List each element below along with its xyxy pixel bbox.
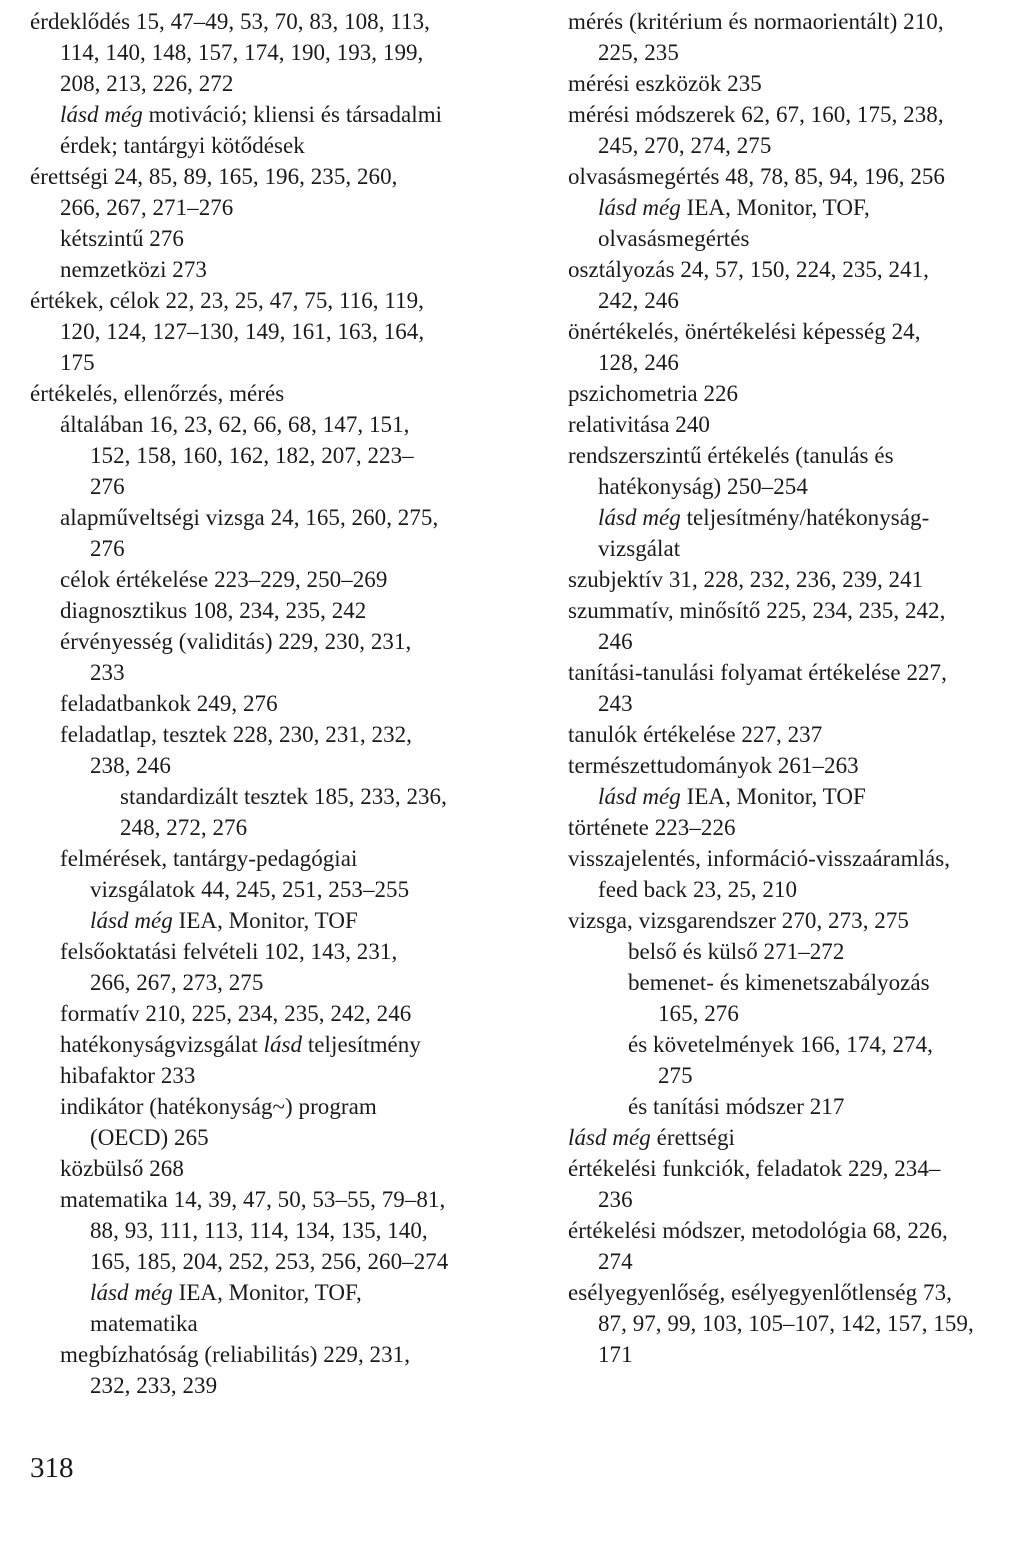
index-text: 225, 235 <box>598 40 679 65</box>
index-entry <box>30 781 510 843</box>
index-text: feladatbankok 249, 276 <box>60 691 278 716</box>
index-entry-continuation <box>60 130 510 161</box>
index-text: IEA, Monitor, TOF, <box>680 195 870 220</box>
index-entry-heading <box>60 1184 510 1215</box>
index-entry <box>30 936 510 998</box>
index-entry <box>568 440 1008 564</box>
index-entry-heading <box>568 657 1008 688</box>
index-text: felmérések, tantárgy-pedagógiai <box>60 846 358 871</box>
index-text: alapműveltségi vizsga 24, 165, 260, 275, <box>60 505 439 530</box>
index-text: tanulók értékelése 227, 237 <box>568 722 823 747</box>
index-entry-continuation <box>30 68 510 99</box>
index-text: vizsgálat <box>598 536 681 561</box>
index-entry-continuation <box>568 626 1008 657</box>
see-also-label: lásd még <box>60 102 143 127</box>
index-text: relativitása 240 <box>568 412 710 437</box>
index-text: érvényesség (validitás) 229, 230, 231, <box>60 629 412 654</box>
index-entry <box>568 1029 1008 1091</box>
index-entry-continuation <box>568 130 1008 161</box>
index-entry <box>568 378 1008 409</box>
index-entry-heading <box>568 99 1008 130</box>
index-text: érettségi 24, 85, 89, 165, 196, 235, 260, <box>30 164 398 189</box>
index-text: története 223–226 <box>568 815 736 840</box>
index-entry <box>30 843 510 936</box>
index-text: olvasásmegértés <box>598 226 750 251</box>
see-also-label: lásd még <box>90 1280 173 1305</box>
index-text: 165, 276 <box>658 1001 739 1026</box>
index-entry <box>568 564 1008 595</box>
index-text: 208, 213, 226, 272 <box>60 71 234 96</box>
index-entry <box>568 595 1008 657</box>
index-entry-heading <box>568 564 1008 595</box>
index-entry-continuation <box>60 1122 510 1153</box>
index-text: értékelési módszer, metodológia 68, 226, <box>568 1218 948 1243</box>
index-entry-continuation <box>60 874 510 905</box>
index-text: 165, 185, 204, 252, 253, 256, 260–274 <box>90 1249 449 1274</box>
index-text: 275 <box>658 1063 693 1088</box>
index-text: feladatlap, tesztek 228, 230, 231, 232, <box>60 722 412 747</box>
index-entry-heading <box>30 285 510 316</box>
index-entry-heading <box>568 1153 1008 1184</box>
index-entry <box>30 99 510 161</box>
index-text: nemzetközi 273 <box>60 257 207 282</box>
index-entry-heading <box>628 1029 1008 1060</box>
index-entry-heading <box>568 812 1008 843</box>
index-text: (OECD) 265 <box>90 1125 209 1150</box>
index-text: IEA, Monitor, TOF <box>680 784 866 809</box>
index-text: hibafaktor 233 <box>60 1063 196 1088</box>
index-text: mérési módszerek 62, 67, 160, 175, 238, <box>568 102 944 127</box>
index-entry-continuation <box>60 471 510 502</box>
index-entry-continuation <box>628 1060 1008 1091</box>
index-entry-heading <box>30 378 510 409</box>
index-text: érdeklődés 15, 47–49, 53, 70, 83, 108, 113, <box>30 9 430 34</box>
index-text: formatív 210, 225, 234, 235, 242, 246 <box>60 1001 412 1026</box>
index-entry <box>568 936 1008 967</box>
index-entry <box>568 99 1008 161</box>
index-entry <box>568 68 1008 99</box>
index-text: vizsga, vizsgarendszer 270, 273, 275 <box>568 908 909 933</box>
index-column-right <box>568 6 1008 1370</box>
index-entry-heading <box>60 626 510 657</box>
index-entry <box>30 254 510 285</box>
index-entry-continuation <box>30 316 510 347</box>
index-entry <box>30 1153 510 1184</box>
index-text: 232, 233, 239 <box>90 1373 218 1398</box>
index-entry-heading <box>628 1091 1008 1122</box>
index-entry <box>30 564 510 595</box>
index-entry-continuation <box>568 688 1008 719</box>
index-text: 276 <box>90 536 125 561</box>
index-entry <box>568 843 1008 905</box>
index-entry-heading <box>60 1091 510 1122</box>
index-entry <box>568 1091 1008 1122</box>
index-text: standardizált tesztek 185, 233, 236, <box>120 784 447 809</box>
index-entry-heading <box>568 1122 1008 1153</box>
index-entry-heading <box>60 1060 510 1091</box>
index-text: hatékonyság) 250–254 <box>598 474 808 499</box>
index-text: bemenet- és kimenetszabályozás <box>628 970 930 995</box>
index-text: felsőoktatási felvételi 102, 143, 231, <box>60 939 398 964</box>
index-text: 245, 270, 274, 275 <box>598 133 772 158</box>
index-text: 175 <box>60 350 95 375</box>
index-text: szummatív, minősítő 225, 234, 235, 242, <box>568 598 946 623</box>
index-entry <box>568 1153 1008 1215</box>
index-entry-heading <box>60 223 510 254</box>
index-text: teljesítmény <box>302 1032 421 1057</box>
index-text: visszajelentés, információ-visszaáramlás, <box>568 846 951 871</box>
index-entry-continuation <box>60 905 510 936</box>
index-entry-heading <box>568 440 1008 471</box>
index-text: 233 <box>90 660 125 685</box>
index-entry <box>568 6 1008 68</box>
index-text: 114, 140, 148, 157, 174, 190, 193, 199, <box>60 40 424 65</box>
index-entry-heading <box>60 843 510 874</box>
index-entry-heading <box>568 905 1008 936</box>
index-entry <box>30 688 510 719</box>
index-text: 88, 93, 111, 113, 114, 134, 135, 140, <box>90 1218 428 1243</box>
index-text: esélyegyenlőség, esélyegyenlőtlenség 73, <box>568 1280 952 1305</box>
index-entry-heading <box>60 998 510 1029</box>
index-text: mérési eszközök 235 <box>568 71 762 96</box>
index-text: mérés (kritérium és normaorientált) 210, <box>568 9 944 34</box>
index-entry <box>30 1060 510 1091</box>
index-text: 236 <box>598 1187 633 1212</box>
index-text: értékelés, ellenőrzés, mérés <box>30 381 285 406</box>
index-text: 266, 267, 271–276 <box>60 195 234 220</box>
index-entry <box>30 378 510 409</box>
index-entry-heading <box>568 719 1008 750</box>
index-text: természettudományok 261–263 <box>568 753 859 778</box>
index-entry-continuation <box>60 1370 510 1401</box>
index-entry-heading <box>568 843 1008 874</box>
index-entry-continuation <box>568 223 1008 254</box>
index-entry-continuation <box>30 192 510 223</box>
index-text: motiváció; kliensi és társadalmi <box>142 102 443 127</box>
index-entry-continuation <box>60 1277 510 1308</box>
index-entry-continuation <box>568 874 1008 905</box>
index-entry-continuation <box>568 1246 1008 1277</box>
index-text: érettségi <box>650 1125 735 1150</box>
index-entry <box>30 161 510 223</box>
index-entry-heading <box>628 967 1008 998</box>
index-entry <box>568 812 1008 843</box>
index-text: 238, 246 <box>90 753 171 778</box>
index-text: rendszerszintű értékelés (tanulás és <box>568 443 894 468</box>
index-entry-continuation <box>120 812 510 843</box>
index-text: megbízhatóság (reliabilitás) 229, 231, <box>60 1342 410 1367</box>
index-text: hatékonyságvizsgálat <box>60 1032 264 1057</box>
see-also-label: lásd még <box>598 195 681 220</box>
index-entry <box>568 657 1008 719</box>
index-entry-heading <box>60 502 510 533</box>
index-entry <box>30 626 510 688</box>
see-also-label: lásd még <box>598 505 681 530</box>
index-entry <box>568 1215 1008 1277</box>
index-text: 171 <box>598 1342 633 1367</box>
index-entry-heading <box>60 688 510 719</box>
index-entry-continuation <box>568 37 1008 68</box>
index-entry <box>568 1122 1008 1153</box>
index-text: vizsgálatok 44, 245, 251, 253–255 <box>90 877 410 902</box>
index-entry <box>30 719 510 781</box>
index-text: osztályozás 24, 57, 150, 224, 235, 241, <box>568 257 929 282</box>
see-label: lásd <box>263 1032 303 1057</box>
index-entry-heading <box>60 719 510 750</box>
index-entry-continuation <box>60 967 510 998</box>
index-text: célok értékelése 223–229, 250–269 <box>60 567 388 592</box>
index-text: matematika 14, 39, 47, 50, 53–55, 79–81, <box>60 1187 446 1212</box>
index-entry <box>568 1277 1008 1370</box>
index-entry-continuation <box>568 471 1008 502</box>
index-entry-heading <box>568 161 1008 192</box>
index-text: indikátor (hatékonyság~) program <box>60 1094 377 1119</box>
index-entry-heading <box>568 1215 1008 1246</box>
index-entry <box>30 1029 510 1060</box>
index-text: feed back 23, 25, 210 <box>598 877 798 902</box>
see-also-label: lásd még <box>598 784 681 809</box>
index-text: 87, 97, 99, 103, 105–107, 142, 157, 159, <box>598 1311 974 1336</box>
index-text: közbülső 268 <box>60 1156 184 1181</box>
index-entry <box>30 998 510 1029</box>
index-entry <box>568 719 1008 750</box>
index-text: teljesítmény/hatékonyság- <box>680 505 930 530</box>
index-entry-continuation <box>568 1184 1008 1215</box>
index-entry-heading <box>120 781 510 812</box>
index-entry <box>568 161 1008 254</box>
index-column-left <box>30 6 510 1401</box>
index-text: 242, 246 <box>598 288 679 313</box>
index-text: értékelési funkciók, feladatok 229, 234– <box>568 1156 941 1181</box>
index-entry-continuation <box>60 440 510 471</box>
index-entry <box>568 316 1008 378</box>
index-entry <box>30 502 510 564</box>
index-text: diagnosztikus 108, 234, 235, 242 <box>60 598 367 623</box>
index-entry-continuation <box>568 347 1008 378</box>
index-entry-heading <box>568 750 1008 781</box>
index-text: és tanítási módszer 217 <box>628 1094 845 1119</box>
index-entry <box>568 967 1008 1029</box>
index-text: 276 <box>90 474 125 499</box>
index-entry-continuation <box>568 533 1008 564</box>
index-entry-continuation <box>60 533 510 564</box>
index-text: általában 16, 23, 62, 66, 68, 147, 151, <box>60 412 410 437</box>
index-text: 120, 124, 127–130, 149, 161, 163, 164, <box>60 319 425 344</box>
index-text: szubjektív 31, 228, 232, 236, 239, 241 <box>568 567 924 592</box>
index-entry <box>30 1339 510 1401</box>
index-text: pszichometria 226 <box>568 381 739 406</box>
index-entry-heading <box>60 1029 510 1060</box>
index-entry-heading <box>568 254 1008 285</box>
index-entry-continuation <box>568 285 1008 316</box>
index-entry <box>30 285 510 378</box>
index-entry-continuation <box>568 1339 1008 1370</box>
index-entry-heading <box>568 378 1008 409</box>
index-entry <box>30 1184 510 1339</box>
index-entry-heading <box>60 1153 510 1184</box>
index-entry-heading <box>568 6 1008 37</box>
index-entry-heading <box>568 68 1008 99</box>
index-text: kétszintű 276 <box>60 226 184 251</box>
index-entry-continuation <box>60 657 510 688</box>
index-entry-heading <box>568 316 1008 347</box>
index-entry <box>568 750 1008 812</box>
index-text: olvasásmegértés 48, 78, 85, 94, 196, 256 <box>568 164 945 189</box>
index-entry <box>568 905 1008 936</box>
index-text: önértékelés, önértékelési képesség 24, <box>568 319 921 344</box>
index-entry-heading <box>60 254 510 285</box>
index-entry-continuation <box>568 781 1008 812</box>
see-also-label: lásd még <box>90 908 173 933</box>
index-text: 248, 272, 276 <box>120 815 248 840</box>
index-entry-heading <box>60 936 510 967</box>
index-text: IEA, Monitor, TOF <box>172 908 358 933</box>
index-entry-continuation <box>60 1215 510 1246</box>
index-text: 274 <box>598 1249 633 1274</box>
index-entry <box>568 409 1008 440</box>
index-entry-continuation <box>30 347 510 378</box>
index-text: IEA, Monitor, TOF, <box>172 1280 362 1305</box>
index-entry <box>30 595 510 626</box>
index-entry-continuation <box>628 998 1008 1029</box>
index-text: 266, 267, 273, 275 <box>90 970 264 995</box>
index-entry <box>568 254 1008 316</box>
index-text: 128, 246 <box>598 350 679 375</box>
index-entry-heading <box>568 1277 1008 1308</box>
index-entry-continuation <box>568 192 1008 223</box>
index-entry-continuation <box>60 750 510 781</box>
index-entry-continuation <box>60 1308 510 1339</box>
index-text: tanítási-tanulási folyamat értékelése 227, <box>568 660 947 685</box>
index-entry-continuation <box>60 1246 510 1277</box>
index-entry-continuation <box>568 1308 1008 1339</box>
index-entry <box>30 6 510 99</box>
index-text: 243 <box>598 691 633 716</box>
index-text: belső és külső 271–272 <box>628 939 845 964</box>
index-entry <box>30 409 510 502</box>
index-entry-heading <box>568 409 1008 440</box>
index-entry-heading <box>568 595 1008 626</box>
index-entry-heading <box>60 1339 510 1370</box>
index-entry-heading <box>60 564 510 595</box>
index-entry <box>30 1091 510 1153</box>
index-entry-heading <box>60 409 510 440</box>
see-also-label: lásd még <box>568 1125 651 1150</box>
index-entry-continuation <box>568 502 1008 533</box>
index-text: értékek, célok 22, 23, 25, 47, 75, 116, 119, <box>30 288 424 313</box>
index-text: érdek; tantárgyi kötődések <box>60 133 305 158</box>
index-entry-heading <box>60 595 510 626</box>
page-number: 318 <box>30 1452 74 1484</box>
index-entry-heading <box>628 936 1008 967</box>
index-entry-heading <box>30 6 510 37</box>
index-entry <box>30 223 510 254</box>
index-text: 246 <box>598 629 633 654</box>
index-entry-heading <box>30 161 510 192</box>
index-text: matematika <box>90 1311 198 1336</box>
index-text: és követelmények 166, 174, 274, <box>628 1032 933 1057</box>
index-entry-continuation <box>30 37 510 68</box>
index-entry-heading <box>60 99 510 130</box>
index-text: 152, 158, 160, 162, 182, 207, 223– <box>90 443 414 468</box>
